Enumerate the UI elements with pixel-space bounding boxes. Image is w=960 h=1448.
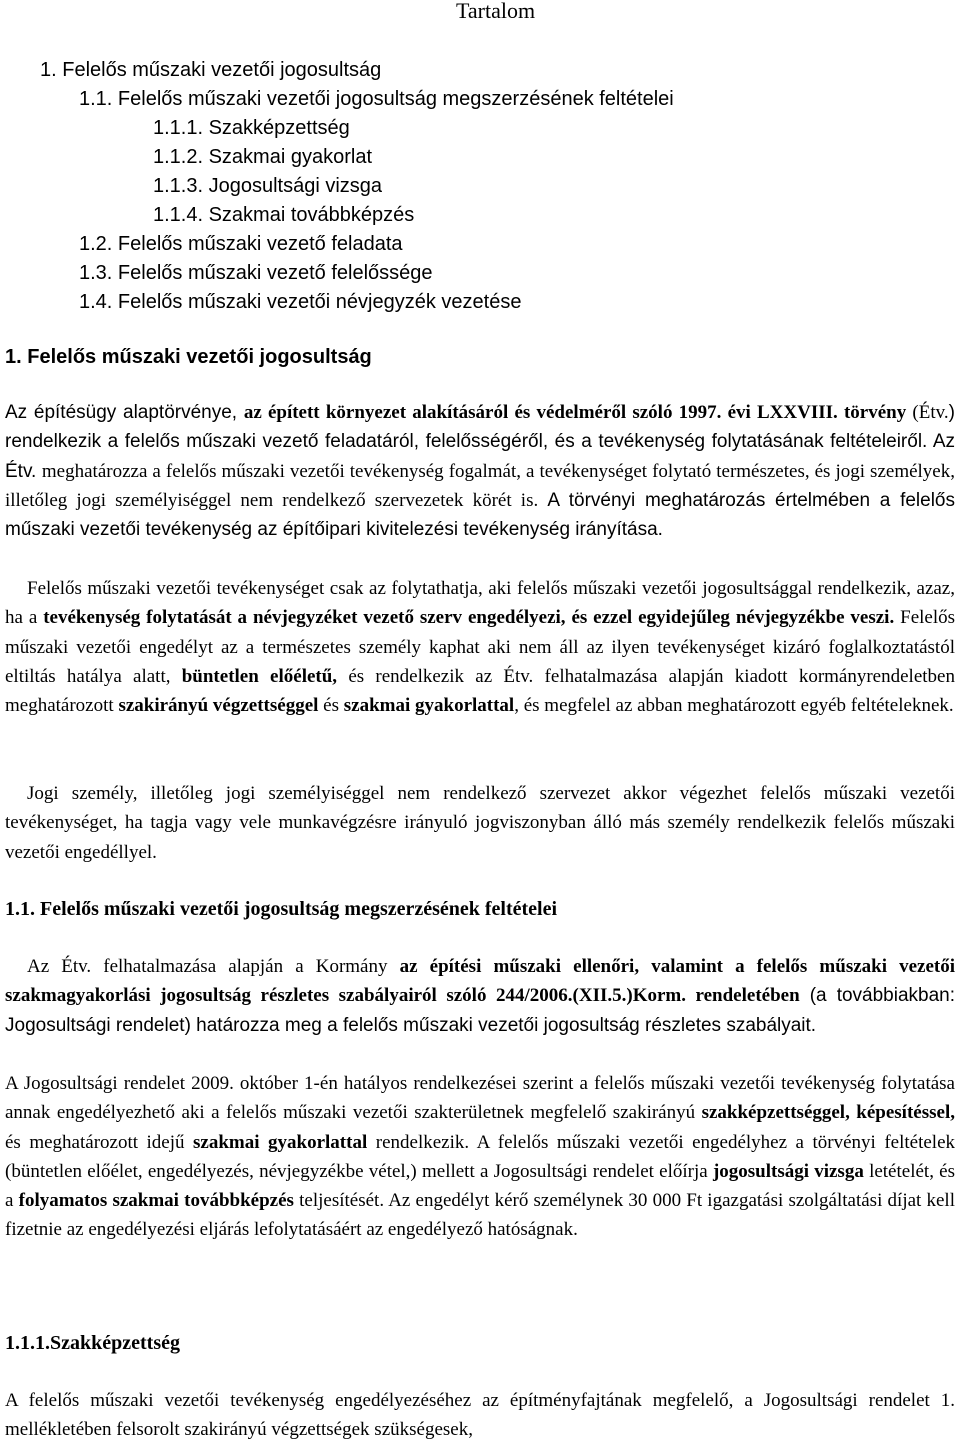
text-run: Felelős műszaki vezetői tevékenységet csak az folytathatja, aki felelős műszaki vezetői jogosultsággal rendelkezik, azaz, ha a <box>5 578 955 629</box>
text-run: meghatározza a felelős műszaki vezetői tevékenység fogalmát, a tevékenységet folytató természetes, és jogi személyek, illetőleg jogi személyiséggel nem rendelkező szervezetek körét is. <box>5 460 955 511</box>
toc-item: 1.1.3. Jogosultsági vizsga <box>153 175 383 197</box>
section-heading: 1. Felelős műszaki vezetői jogosultság <box>5 346 372 368</box>
text-run: A felelős műszaki vezetői tevékenység engedélyezéséhez az építményfajtának megfelelő, a Jogosultsági rendelet 1. mellékletében felsorolt szakirányú végzettségek szükségesek, <box>5 1390 955 1441</box>
toc-item: 1.1. Felelős műszaki vezetői jogosultság megszerzésének feltételei <box>79 88 674 110</box>
section111-paragraph-1 <box>5 1386 955 1445</box>
text-run: letételét, és a <box>5 1160 955 1212</box>
text-run: A Jogosultsági rendelet 2009. október 1-én hatályos rendelkezései szerint a felelős műszaki vezetői tevékenység folytatása annak engedélyezhető aki a felelős műszaki vezetői szakterületnek megfelelő szakirányú <box>5 1073 955 1124</box>
section11-paragraph-2 <box>5 1069 955 1245</box>
text-run: ) rendelkezik a felelős műszaki vezető feladatáról, felelősségéről, és a tevékenység folytatásának feltételeiről. Az Étv. <box>5 402 955 482</box>
text-run: (Étv. <box>906 402 949 423</box>
toc-item: 1.3. Felelős műszaki vezető felelőssége <box>79 262 433 284</box>
bold-text-run: szakképzettséggel, képesítéssel, <box>701 1102 955 1124</box>
toc-item: 1.1.4. Szakmai továbbképzés <box>153 204 415 226</box>
toc-item: 1.2. Felelős műszaki vezető feladata <box>79 233 403 255</box>
bold-text-run: folyamatos szakmai továbbképzés <box>18 1190 294 1212</box>
bold-text-run: jogosultsági vizsga <box>712 1160 864 1182</box>
table-of-contents <box>0 56 960 317</box>
section1-paragraph-3 <box>5 779 955 867</box>
text-run: A törvényi meghatározás értelmében a felelős műszaki vezetői tevékenység az építőipari kivitelezési tevékenység irányítása. <box>5 489 955 541</box>
section1-paragraph-2 <box>5 574 955 720</box>
toc-item: 1.1.2. Szakmai gyakorlat <box>153 146 372 168</box>
text-run: (a továbbiakban: Jogosultsági rendelet) határozza meg a felelős műszaki vezetői jogosultság részletes szabályait. <box>5 985 956 1036</box>
text-run: Az Étv. felhatalmazása alapján a Kormány <box>27 956 400 977</box>
bold-text-run: szakmai gyakorlattal <box>193 1131 368 1153</box>
text-run: teljesítését. Az engedélyt kérő személynek 30 000 Ft igazgatási szolgáltatási díjat kell fizetnie az engedélyezési eljárás lefolytatásáért az engedélyező hatóságnak. <box>5 1190 955 1241</box>
text-run: , és megfelel az abban meghatározott egyéb feltételeknek. <box>514 695 954 717</box>
bold-text-run: büntetlen előéletű, <box>181 665 338 687</box>
toc-item: 1.1.1. Szakképzettség <box>153 117 350 139</box>
bold-text-run: az épített környezet alakításáról és védelméről szóló 1997. évi LXXVIII. törvény <box>243 402 907 423</box>
toc-item: 1.4. Felelős műszaki vezetői névjegyzék vezetése <box>79 291 522 313</box>
section-heading: 1.1.1.Szakképzettség <box>5 1332 180 1354</box>
text-run: Jogi személy, illetőleg jogi személyiséggel nem rendelkező szervezet akkor végezhet felelős műszaki vezetői tevékenységet, ha tagja vagy vele munkavégzésre irányuló jogviszonyban álló más személy rendelkezik felelős műszaki vezetői engedéllyel. <box>5 783 955 863</box>
section-heading: 1.1. Felelős műszaki vezetői jogosultság megszerzésének feltételei <box>5 898 558 920</box>
text-run: rendelkezik. A felelős műszaki vezetői engedélyhez a törvényi feltételek (büntetlen előélet, engedélyezés, névjegyzékbe vétel,) mellett a Jogosultsági rendelet előírja <box>5 1131 955 1182</box>
text-run: Felelős műszaki vezetői engedélyt az a természetes személy kaphat aki nem áll az ilyen tevékenységet kizáró foglalkoztatástól eltiltás hatálya alatt, <box>5 607 956 687</box>
bold-text-run: tevékenység folytatását a névjegyzéket vezető szerv engedélyezi, és ezzel egyidejűleg névjegyzékbe veszi. <box>43 607 895 629</box>
section1-paragraph-1 <box>5 398 955 544</box>
bold-text-run: az építési műszaki ellenőri, valamint a felelős műszaki vezetői szakmagyakorlási jogosultság részletes szabályairól szóló 244/2006.(XII.5.)Korm. rendeletében <box>5 956 956 1007</box>
document-title: Tartalom <box>456 0 536 23</box>
text-run: és <box>318 695 344 717</box>
section11-paragraph-1 <box>5 952 955 1040</box>
text-run: és meghatározott idejű <box>5 1131 194 1153</box>
text-run: Az építésügy alaptörvénye, <box>5 402 244 423</box>
bold-text-run: szakirányú végzettséggel <box>118 695 319 717</box>
text-run: és rendelkezik az Étv. felhatalmazása alapján kiadott kormányrendeletben meghatározott <box>5 665 955 717</box>
toc-item: 1. Felelős műszaki vezetői jogosultság <box>40 59 382 81</box>
bold-text-run: szakmai gyakorlattal <box>343 695 515 717</box>
